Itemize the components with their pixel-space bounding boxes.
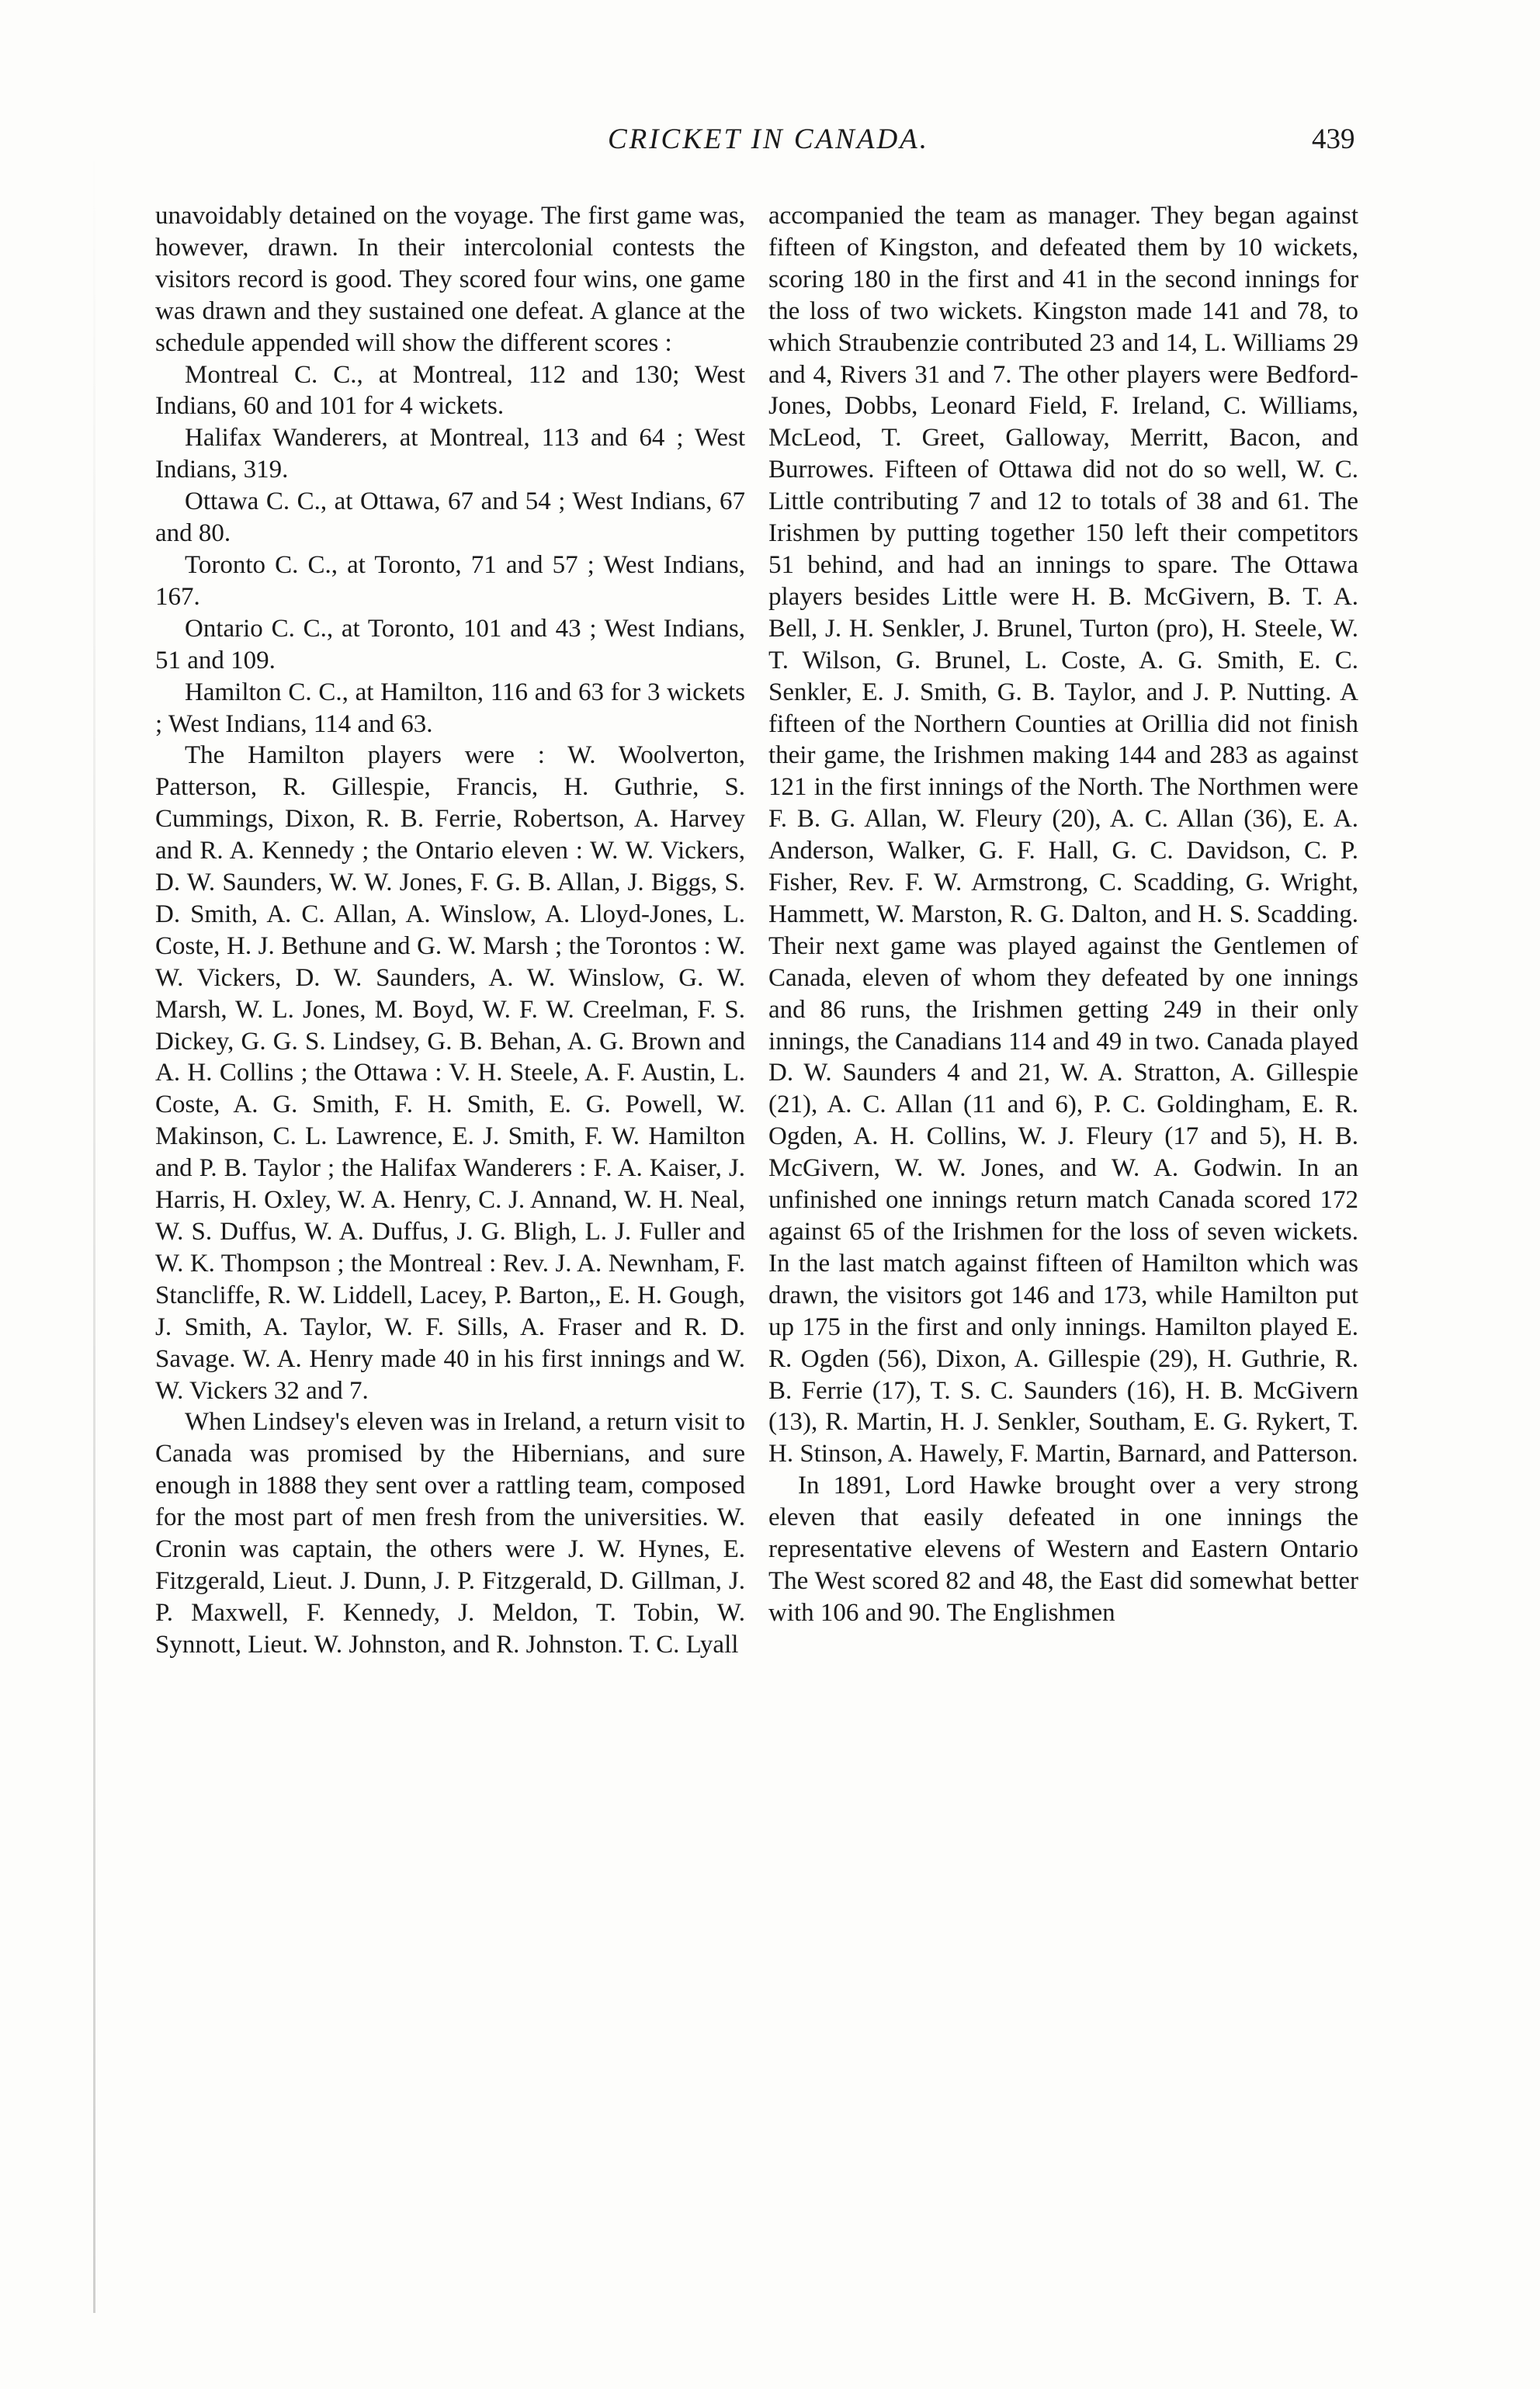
score-entry-ontario: Ontario C. C., at Toronto, 101 and 43 ; West Indians, 51 and 109. — [155, 614, 745, 674]
score-entry-halifax: Halifax Wanderers, at Montreal, 113 and 64 ; West Indians, 319. — [155, 424, 745, 484]
score-entry-toronto: Toronto C. C., at Toronto, 71 and 57 ; West Indians, 167. — [155, 550, 745, 611]
left-column — [155, 200, 745, 1661]
paragraph: When Lindsey's eleven was in Ireland, a return visit to Canada was promised by the Hibernians, and sure enough in 1888 they sent over a rattling team, composed for the most part of men fresh from the universities. W. Cronin was captain, the others were J. W. Hynes, E. Fitzgerald, Lieut. J. Dunn, J. P. Fitzgerald, D. Gillman, J. P. Maxwell, F. Kennedy, J. Meldon, T. Tobin, W. Synnott, Lieut. W. Johnston, and R. Johnston. T. C. Lyall — [155, 1408, 745, 1659]
page-number: 439 — [1312, 123, 1355, 155]
paragraph: accompanied the team as manager. They began against fifteen of Kingston, and defeated them by 10 wickets, scoring 180 in the first and 41 in the second innings for the loss of two wickets. Kingston made 141 and 78, to which Straubenzie contributed 23 and 14, L. Williams 29 and 4, Rivers 31 and 7. The other players were Bedford-Jones, Dobbs, Leonard Field, F. Ireland, C. Williams, McLeod, T. Greet, Galloway, Merritt, Bacon, and Burrowes. Fifteen of Ottawa did not do so well, W. C. Little contributing 7 and 12 to totals of 38 and 61. The Irishmen by putting together 150 left their competitors 51 behind, and had an innings to spare. The Ottawa players besides Little were H. B. McGivern, B. T. A. Bell, J. H. Senkler, J. Brunel, Turton (pro), H. Steele, W. T. Wilson, G. Brunel, L. Coste, A. G. Smith, E. C. Senkler, E. J. Smith, G. B. Taylor, and J. P. Nutting. A fifteen of the Northern Counties at Orillia did not finish their game, the Irishmen making 144 and 283 as against 121 in the first innings of the North. The Northmen were F. B. G. Allan, W. Fleury (20), A. C. Allan (36), E. A. Anderson, Walker, G. F. Hall, G. C. Davidson, C. P. Fisher, Rev. F. W. Armstrong, C. Scadding, G. Wright, Hammett, W. Marston, R. G. Dalton, and H. S. Scadding. Their next game was played against the Gentlemen of Canada, eleven of whom they defeated by one innings and 86 runs, the Irishmen getting 249 in their only innings, the Canadians 114 and 49 in two. Canada played D. W. Saunders 4 and 21, W. A. Stratton, A. Gillespie (21), A. C. Allan (11 and 6), P. C. Goldingham, E. R. Ogden, A. H. Collins, W. J. Fleury (17 and 5), H. B. McGivern, W. W. Jones, and W. A. Godwin. In an unfinished one innings return match Canada scored 172 against 65 of the Irishmen for the loss of seven wickets. In the last match against fifteen of Hamilton which was drawn, the visitors got 146 and 173, while Hamilton put up 175 in the first and only innings. Hamilton played E. R. Ogden (56), Dixon, A. Gillespie (29), H. Guthrie, R. B. Ferrie (17), T. S. C. Saunders (16), H. B. McGivern (13), R. Martin, H. J. Senkler, Southam, E. G. Rykert, T. H. Stinson, A. Hawely, F. Martin, Barnard, and Patterson. — [768, 202, 1358, 1468]
scan-edge-shadow — [93, 140, 95, 2313]
paragraph: In 1891, Lord Hawke brought over a very strong eleven that easily defeated in one innings the representative elevens of Western and Eastern Ontario The West scored 82 and 48, the East did somewhat better with 106 and 90. The Englishmen — [768, 1472, 1358, 1627]
score-entry-hamilton: Hamilton C. C., at Hamilton, 116 and 63 for 3 wickets ; West Indians, 114 and 63. — [155, 678, 745, 738]
running-title: CRICKET IN CANADA. — [607, 123, 930, 155]
score-entry-montreal: Montreal C. C., at Montreal, 112 and 130; West Indians, 60 and 101 for 4 wickets. — [155, 360, 745, 421]
page-header — [0, 116, 1540, 163]
right-column — [768, 200, 1358, 1629]
paragraph: The Hamilton players were : W. Woolverton, Patterson, R. Gillespie, Francis, H. Guthrie, S. Cummings, Dixon, R. B. Ferrie, Robertson, A. Harvey and R. A. Kennedy ; the Ontario eleven : W. W. Vickers, D. W. Saunders, W. W. Jones, F. G. B. Allan, J. Biggs, S. D. Smith, A. C. Allan, A. Winslow, A. Lloyd-Jones, L. Coste, H. J. Bethune and G. W. Marsh ; the Torontos : W. W. Vickers, D. W. Saunders, A. W. Winslow, G. W. Marsh, W. L. Jones, M. Boyd, W. F. W. Creelman, F. S. Dickey, G. G. S. Lindsey, G. B. Behan, A. G. Brown and A. H. Collins ; the Ottawa : V. H. Steele, A. F. Austin, L. Coste, A. G. Smith, F. H. Smith, E. G. Powell, W. Makinson, C. L. Lawrence, E. J. Smith, F. W. Hamilton and P. B. Taylor ; the Halifax Wanderers : F. A. Kaiser, J. Harris, H. Oxley, W. A. Henry, C. J. Annand, W. H. Neal, W. S. Duffus, W. A. Duffus, J. G. Bligh, L. J. Fuller and W. K. Thompson ; the Montreal : Rev. J. A. Newnham, F. Stancliffe, R. W. Liddell, Lacey, P. Barton,, E. H. Gough, J. Smith, A. Taylor, W. F. Sills, A. Fraser and R. D. Savage. W. A. Henry made 40 in his first innings and W. W. Vickers 32 and 7. — [155, 741, 745, 1405]
paragraph: unavoidably detained on the voyage. The first game was, however, drawn. In their intercolonial contests the visitors record is good. They scored four wins, one game was drawn and they sustained one defeat. A glance at the schedule appended will show the different scores : — [155, 202, 745, 357]
score-entry-ottawa: Ottawa C. C., at Ottawa, 67 and 54 ; West Indians, 67 and 80. — [155, 487, 745, 548]
